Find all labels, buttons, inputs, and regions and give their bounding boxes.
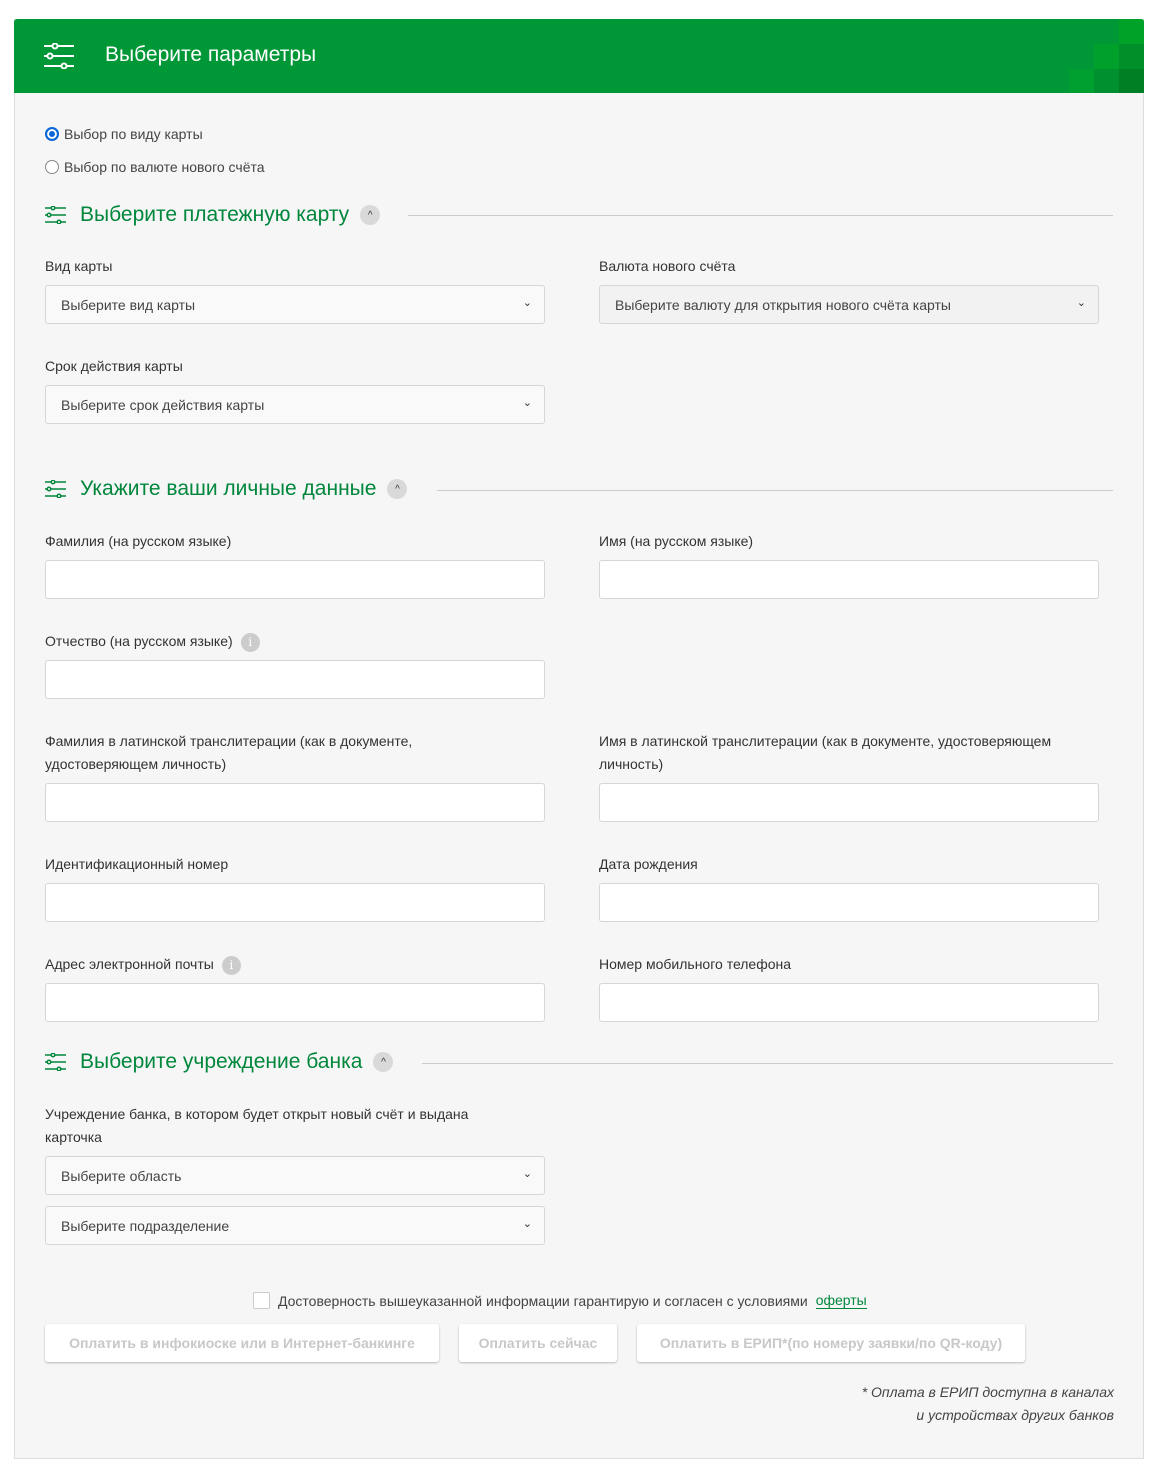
info-icon[interactable]: i <box>241 633 260 652</box>
section-bank-header <box>45 1047 393 1077</box>
select-placeholder: Выберите подразделение <box>61 1217 230 1234</box>
chevron-down-icon: ⌄ <box>1076 297 1086 309</box>
select-placeholder: Выберите валюту для открытия нового счёта карты <box>615 296 951 313</box>
collapse-toggle-icon[interactable]: ^ <box>373 1052 393 1072</box>
radio-label: Выбор по виду карты <box>64 126 203 142</box>
bank-label: Учреждение банка, в котором будет открыт новый счёт и выдана карточка <box>45 1106 469 1145</box>
pay-now-button[interactable]: Оплатить сейчас <box>459 1324 617 1362</box>
radio-off-icon[interactable] <box>45 160 59 174</box>
pay-infokiosk-button[interactable]: Оплатить в инфокиоске или в Интернет-банкинге <box>45 1324 439 1362</box>
surname-lat-label: Фамилия в латинской транслитерации (как в документе, удостоверяющем личность) <box>45 733 413 772</box>
collapse-toggle-icon[interactable]: ^ <box>387 479 407 499</box>
phone-label: Номер мобильного телефона <box>599 956 792 972</box>
name-lat-label: Имя в латинской транслитерации (как в документе, удостоверяющем личность) <box>599 733 1052 772</box>
agreement <box>253 1292 867 1309</box>
chevron-down-icon: ⌄ <box>522 397 532 409</box>
currency-label: Валюта нового счёта <box>599 258 736 274</box>
email-label: Адрес электронной почты <box>45 956 214 972</box>
card-type-select[interactable] <box>45 285 545 324</box>
patronymic-label-row <box>45 630 260 653</box>
patronymic-input[interactable] <box>45 660 545 699</box>
section-title: Укажите ваши личные данные <box>80 477 377 500</box>
id-number-label: Идентификационный номер <box>45 856 229 872</box>
surname-label: Фамилия (на русском языке) <box>45 533 232 549</box>
select-placeholder: Выберите срок действия карты <box>61 396 265 413</box>
email-input[interactable] <box>45 983 545 1022</box>
section-title: Выберите платежную карту <box>80 203 350 226</box>
patronymic-label: Отчество (на русском языке) <box>45 633 233 649</box>
radio-by-currency[interactable] <box>45 159 265 175</box>
section-personal-header <box>45 474 407 504</box>
validity-select[interactable] <box>45 385 545 424</box>
birth-date-input[interactable] <box>599 883 1099 922</box>
birth-date-label: Дата рождения <box>599 856 698 872</box>
header <box>14 19 1144 93</box>
divider <box>437 490 1113 491</box>
collapse-toggle-icon[interactable]: ^ <box>360 205 380 225</box>
header-title: Выберите параметры <box>105 43 317 66</box>
chevron-down-icon: ⌄ <box>522 1218 532 1230</box>
radio-on-icon[interactable] <box>45 127 59 141</box>
chevron-down-icon: ⌄ <box>522 1168 532 1180</box>
pay-erip-button[interactable]: Оплатить в ЕРИП*(по номеру заявки/по QR-коду) <box>637 1324 1025 1362</box>
name-lat-input[interactable] <box>599 783 1099 822</box>
region-select[interactable] <box>45 1156 545 1195</box>
sliders-icon <box>45 206 66 224</box>
erip-note-line2: и устройствах других банков <box>916 1407 1114 1423</box>
card-type-label: Вид карты <box>45 258 113 274</box>
radio-by-card-type[interactable] <box>45 126 203 142</box>
sliders-icon <box>45 1053 66 1071</box>
surname-lat-input[interactable] <box>45 783 545 822</box>
id-number-input[interactable] <box>45 883 545 922</box>
agreement-text: Достоверность вышеуказанной информации гарантирую и согласен с условиями <box>278 1292 808 1309</box>
select-placeholder: Выберите вид карты <box>61 296 196 313</box>
section-card-header <box>45 200 380 230</box>
select-placeholder: Выберите область <box>61 1167 182 1184</box>
surname-input[interactable] <box>45 560 545 599</box>
offer-link[interactable]: оферты <box>815 1292 867 1308</box>
branch-select[interactable] <box>45 1206 545 1245</box>
info-icon[interactable]: i <box>222 956 241 975</box>
sliders-icon <box>45 480 66 498</box>
section-title: Выберите учреждение банка <box>80 1050 363 1073</box>
phone-input[interactable] <box>599 983 1099 1022</box>
validity-label: Срок действия карты <box>45 358 183 374</box>
erip-note-line1: * Оплата в ЕРИП доступна в каналах <box>861 1384 1114 1400</box>
name-label: Имя (на русском языке) <box>599 533 754 549</box>
name-input[interactable] <box>599 560 1099 599</box>
currency-select[interactable] <box>599 285 1099 324</box>
email-label-row <box>45 953 241 976</box>
agreement-checkbox[interactable] <box>253 1292 270 1309</box>
divider <box>408 215 1113 216</box>
sliders-icon <box>44 43 74 69</box>
divider <box>422 1063 1113 1064</box>
radio-label: Выбор по валюте нового счёта <box>64 159 265 175</box>
chevron-down-icon: ⌄ <box>522 297 532 309</box>
